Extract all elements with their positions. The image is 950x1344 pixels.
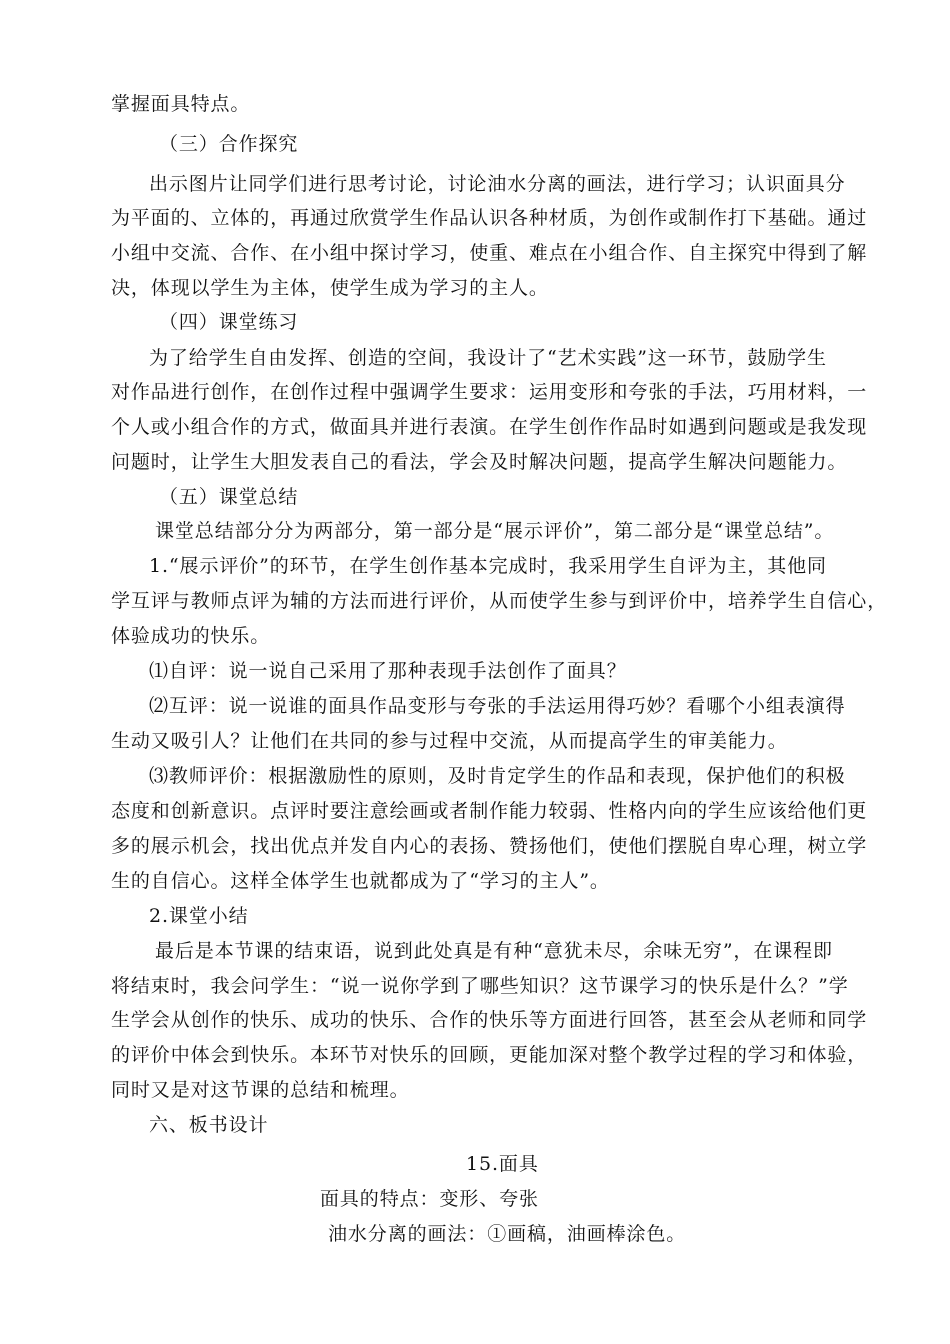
text-line: 多的展示机会，找出优点并发自内心的表扬、赞扬他们，使他们摆脱自卑心理，树立学 [111,835,868,857]
board-title: 15.面具 [466,1153,539,1175]
text-line: 学互评与教师点评为辅的方法而进行评价，从而使学生参与到评价中，培养学生自信心， [111,590,888,612]
board-line: 油水分离的画法：①画稿，油画棒涂色。 [328,1223,687,1245]
text-line: 个人或小组合作的方式，做面具并进行表演。在学生创作作品时如遇到问题或是我发现 [111,416,868,438]
text-line: 掌握面具特点。 [111,93,251,115]
text-line: 对作品进行创作，在创作过程中强调学生要求：运用变形和夸张的手法，巧用材料，一 [111,381,868,403]
text-line: 为平面的、立体的，再通过欣赏学生作品认识各种材质，为创作或制作打下基础。通过 [111,207,868,229]
text-line: 1.“展示评价”的环节，在学生创作基本完成时，我采用学生自评为主，其他同 [149,555,827,577]
section-heading: （三）合作探究 [159,133,299,155]
section-heading: （四）课堂练习 [159,311,299,333]
text-line: 生的自信心。这样全体学生也就都成为了“学习的主人”。 [111,870,610,892]
board-line: 面具的特点：变形、夸张 [320,1188,539,1210]
text-line: ⑵互评：说一说谁的面具作品变形与夸张的手法运用得巧妙？看哪个小组表演得 [149,695,846,717]
section-heading: 六、板书设计 [149,1114,269,1136]
text-line: 态度和创新意识。点评时要注意绘画或者制作能力较弱、性格内向的学生应该给他们更 [111,800,868,822]
section-heading: （五）课堂总结 [159,486,299,508]
text-line: 为了给学生自由发挥、创造的空间，我设计了“艺术实践”这一环节，鼓励学生 [149,347,827,369]
text-line: 决，体现以学生为主体，使学生成为学习的主人。 [111,277,549,299]
text-line: 课堂总结部分分为两部分，第一部分是“展示评价”，第二部分是“课堂总结”。 [155,520,835,542]
text-line: 出示图片让同学们进行思考讨论，讨论油水分离的画法，进行学习；认识面具分 [149,173,846,195]
text-line: 小组中交流、合作、在小组中探讨学习，使重、难点在小组合作、自主探究中得到了解 [111,242,868,264]
text-line: 生动又吸引人？让他们在共同的参与过程中交流，从而提高学生的审美能力。 [111,730,788,752]
text-line: 最后是本节课的结束语，说到此处真是有种“意犹未尽，余味无穷”，在课程即 [155,940,833,962]
text-line: 体验成功的快乐。 [111,625,271,647]
text-line: 生学会从创作的快乐、成功的快乐、合作的快乐等方面进行回答，甚至会从老师和同学 [111,1009,868,1031]
text-line: 的评价中体会到快乐。本环节对快乐的回顾，更能加深对整个教学过程的学习和体验， [111,1044,868,1066]
text-line: ⑶教师评价：根据激励性的原则，及时肯定学生的作品和表现，保护他们的积极 [149,765,846,787]
text-line: ⑴自评：说一说自己采用了那种表现手法创作了面具？ [149,660,627,682]
text-line: 同时又是对这节课的总结和梳理。 [111,1079,410,1101]
text-line: 将结束时，我会问学生：“说一说你学到了哪些知识？这节课学习的快乐是什么？”学 [111,975,849,997]
text-line: 问题时，让学生大胆发表自己的看法，学会及时解决问题，提高学生解决问题能力。 [111,451,848,473]
section-heading: 2.课堂小结 [149,905,249,927]
